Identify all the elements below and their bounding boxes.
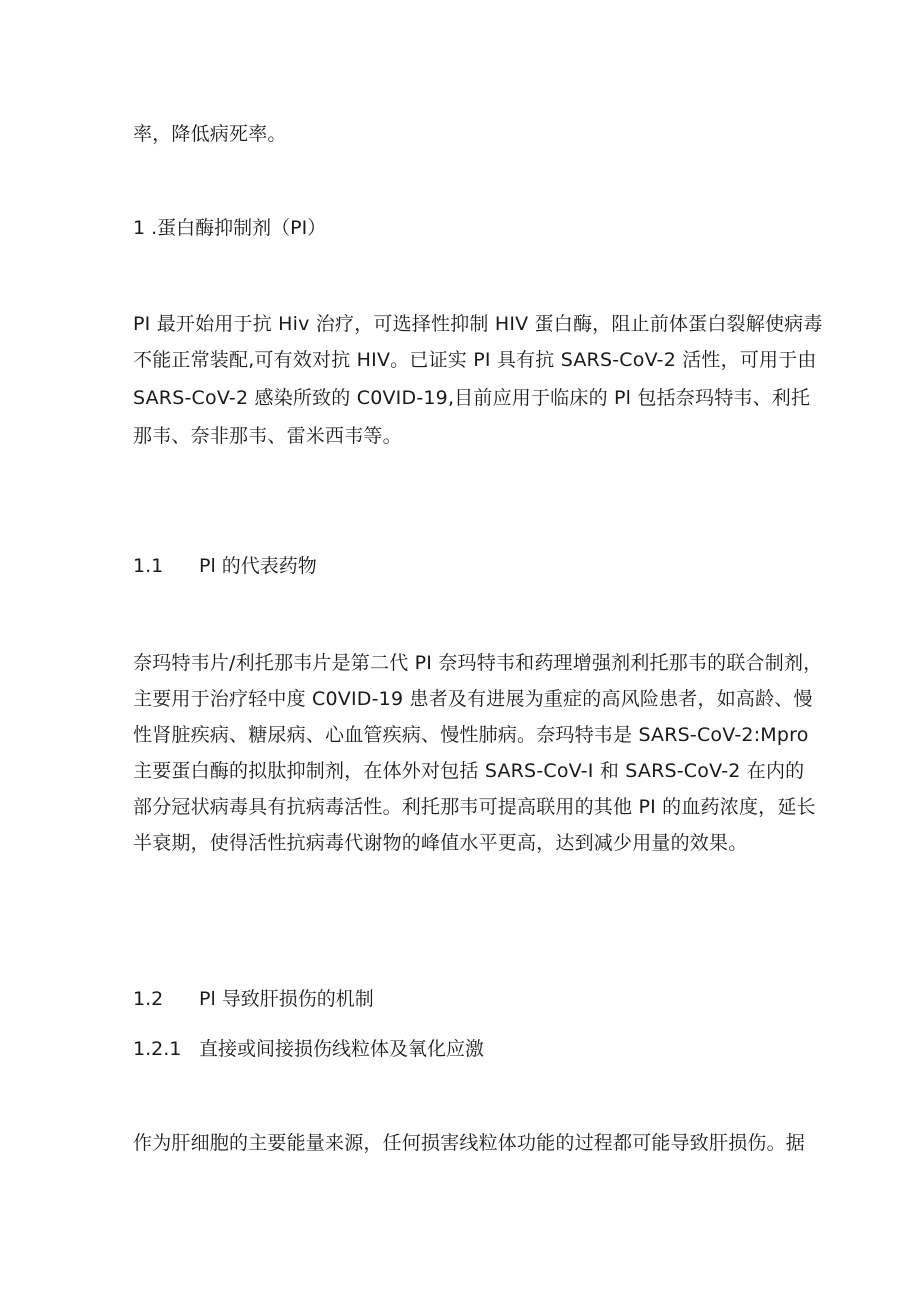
paragraph-line: 主要用于治疗轻中度 C0VID-19 患者及有进展为重症的高风险患者，如高龄、慢 [133, 688, 813, 710]
paragraph-line: 那韦、奈非那韦、雷米西韦等。 [133, 425, 402, 447]
paragraph-line: 主要蛋白酶的拟肽抑制剂，在体外对包括 SARS-CoV-I 和 SARS-CoV-2 在内的 [133, 760, 805, 782]
section-title: 1 .蛋白酶抑制剂（PI） [133, 217, 327, 239]
section-title: Pl 的代表药物 [199, 555, 317, 577]
section-number: 1.1 [133, 555, 164, 577]
section-heading-1-2 [133, 981, 374, 1017]
paragraph-line: 半衰期，使得活性抗病毒代谢物的峰值水平更高，达到减少用量的效果。 [133, 832, 748, 854]
section-number: 1.2.1 [133, 1038, 182, 1060]
paragraph-line: 奈玛特韦片/利托那韦片是第二代 PI 奈玛特韦和药理增强剂利托那韦的联合制剂， [133, 652, 823, 674]
section-1-2-1-paragraph [133, 1125, 806, 1161]
section-heading-1-1 [133, 548, 317, 584]
section-title: Pl 导致肝损伤的机制 [199, 988, 374, 1010]
section-heading-1-2-1 [133, 1031, 484, 1067]
section-number: 1.2 [133, 988, 164, 1010]
paragraph-line: PI 最开始用于抗 Hiv 治疗，可选择性抑制 HIV 蛋白酶，阻止前体蛋白裂解使病毒 [133, 313, 823, 335]
paragraph-line: SARS-CoV-2 感染所致的 C0VID-19,目前应用于临床的 Pl 包括奈玛特韦、利托 [133, 387, 811, 409]
section-heading-1 [133, 210, 326, 246]
section-title: 直接或间接损伤线粒体及氧化应激 [199, 1038, 485, 1060]
paragraph-line: 不能正常装配,可有效对抗 HIV。已证实 PI 具有抗 SARS-CoV-2 活性，可用于由 [133, 349, 817, 371]
paragraph-line: 部分冠状病毒具有抗病毒活性。利托那韦可提高联用的其他 PI 的血药浓度，延长 [133, 796, 816, 818]
paragraph-line: 率，降低病死率。 [133, 123, 287, 145]
paragraph-line: 作为肝细胞的主要能量来源，任何损害线粒体功能的过程都可能导致肝损伤。据 [133, 1132, 806, 1154]
intro-paragraph [133, 116, 793, 152]
section-1-1-paragraph [133, 645, 823, 861]
paragraph-line: 性肾脏疾病、糖尿病、心血管疾病、慢性肺病。奈玛特韦是 SARS-CoV-2:Mpro [133, 724, 809, 746]
section-1-paragraph [133, 306, 823, 454]
